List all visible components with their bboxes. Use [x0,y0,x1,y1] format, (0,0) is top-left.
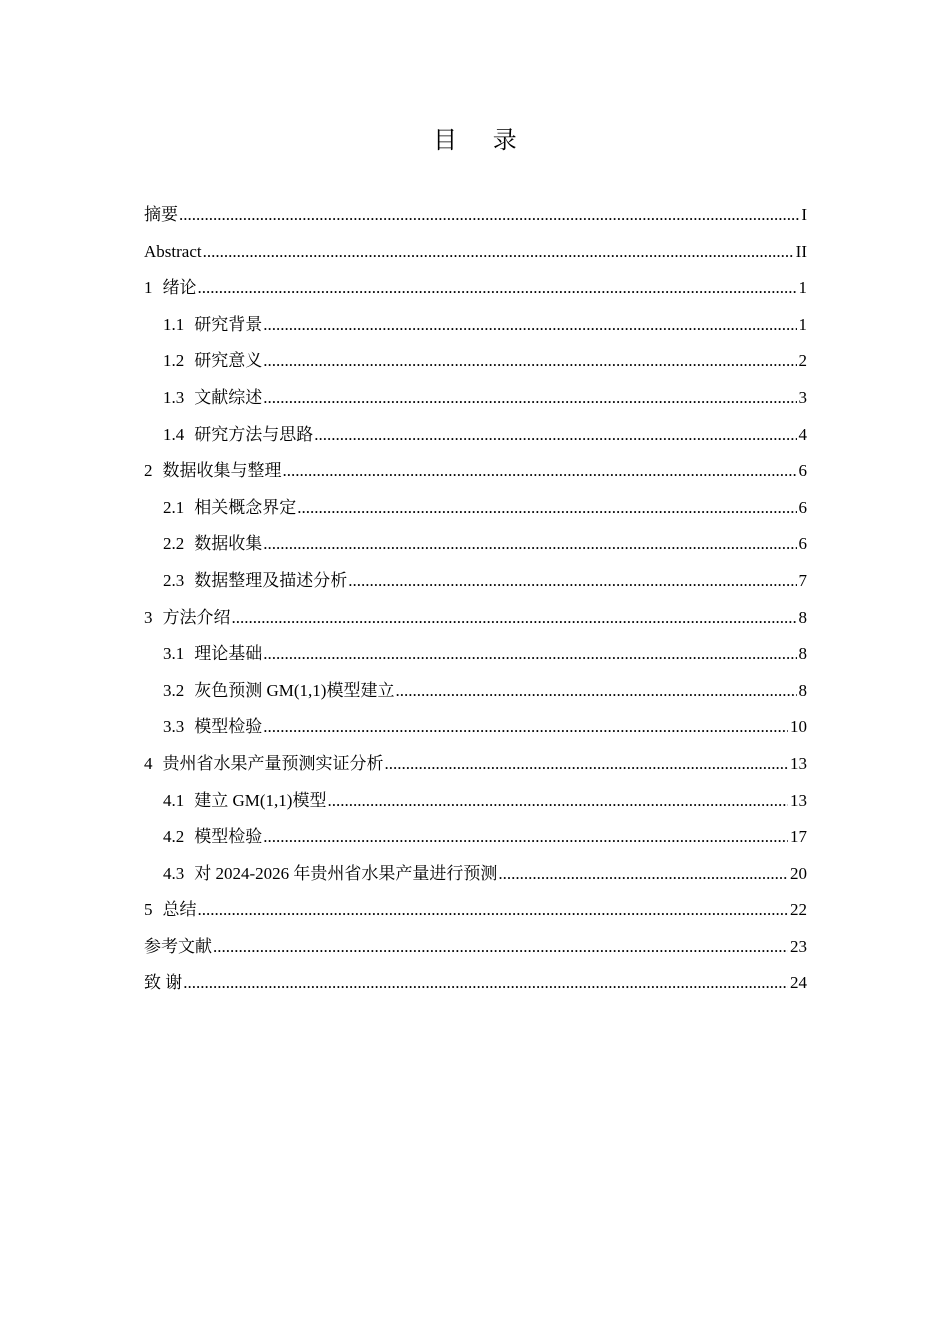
toc-entry-page-number: 1 [798,314,807,334]
toc-entry-number: 3.1 [163,644,185,664]
toc-entry-number: 1 [144,278,153,298]
toc-dot-leader [263,709,788,746]
toc-dot-leader [183,965,788,1002]
toc-entry-text: 方法介绍 [162,607,231,627]
toc-entry-text: 绪论 [162,278,197,298]
toc-entry-page-number: 6 [798,497,807,517]
toc-entry[interactable] [144,343,807,380]
toc-entry-text: 数据收集与整理 [162,461,282,481]
toc-entry-page-number: 3 [798,387,807,407]
toc-entry-page-number: 1 [798,278,807,298]
toc-entry-page-number: 17 [790,827,807,847]
toc-entry-number: 1.1 [163,314,185,334]
toc-entry-page-number: 2 [798,351,807,371]
toc-entry-page-number: 6 [798,461,807,481]
toc-entry-page-number: 4 [798,424,807,444]
toc-entry[interactable] [144,417,807,454]
toc-entry[interactable] [144,673,807,710]
toc-entry-text: 模型检验 [194,827,263,847]
toc-entry-page-number: 20 [790,863,807,883]
toc-entry-page-number: 13 [790,790,807,810]
toc-entry[interactable] [144,892,807,929]
toc-entry-number: 3.2 [163,680,185,700]
toc-entry-number: 1.2 [163,351,185,371]
toc-entry-number: 4 [144,753,153,773]
toc-entry-text: 参考文献 [144,936,212,956]
toc-entry-text: 致 谢 [144,973,183,993]
toc-entry-page-number: 23 [790,936,807,956]
toc-entry-number: 2.1 [163,497,185,517]
toc-entry[interactable] [144,197,807,234]
toc-dot-leader [348,563,796,600]
toc-entry-number: 2.2 [163,534,185,554]
toc-entry-text: 研究意义 [194,351,263,371]
toc-dot-leader [263,819,788,856]
toc-entry-text: 模型检验 [194,717,263,737]
toc-dot-leader [232,600,797,637]
toc-entry-number: 5 [144,900,153,920]
toc-entry-text: 数据整理及描述分析 [194,570,348,590]
toc-dot-leader [198,892,789,929]
toc-entry-page-number: 7 [798,570,807,590]
toc-entry[interactable] [144,234,807,271]
toc-entry-page-number: 6 [798,534,807,554]
toc-entry-text: 总结 [162,900,197,920]
toc-entry[interactable] [144,307,807,344]
toc-entry-page-number: 24 [790,973,807,993]
toc-entry[interactable] [144,746,807,783]
toc-entry[interactable] [144,380,807,417]
toc-entry-page-number: 8 [798,644,807,664]
toc-dot-leader [213,929,788,966]
toc-dot-leader [263,636,796,673]
toc-dot-leader [263,307,796,344]
toc-entry[interactable] [144,709,807,746]
toc-entry[interactable] [144,526,807,563]
toc-entry-number: 3 [144,607,153,627]
toc-entry[interactable] [144,600,807,637]
toc-entry-page-number: 8 [798,680,807,700]
toc-list [144,197,807,1002]
toc-title: 目 录 [433,126,531,154]
toc-entry-page-number: 8 [798,607,807,627]
toc-dot-leader [179,197,799,234]
toc-entry-page-number: 10 [790,717,807,737]
toc-dot-leader [385,746,789,783]
toc-entry-page-number: II [795,241,807,261]
toc-entry-text: 贵州省水果产量预测实证分析 [162,753,384,773]
toc-dot-leader [283,453,797,490]
toc-entry-text: 研究方法与思路 [194,424,314,444]
toc-entry-text: 灰色预测 GM(1,1)模型建立 [194,680,395,700]
toc-entry-number: 4.1 [163,790,185,810]
toc-entry-text: 对 2024-2026 年贵州省水果产量进行预测 [194,863,498,883]
toc-entry[interactable] [144,783,807,820]
toc-entry[interactable] [144,929,807,966]
toc-entry[interactable] [144,563,807,600]
toc-entry[interactable] [144,819,807,856]
toc-entry[interactable] [144,965,807,1002]
toc-entry-page-number: I [801,205,807,224]
toc-entry-number: 4.2 [163,827,185,847]
toc-entry-text: Abstract [144,241,202,261]
toc-dot-leader [263,343,796,380]
toc-dot-leader [498,856,788,893]
toc-dot-leader [297,490,796,527]
toc-entry-number: 3.3 [163,717,185,737]
toc-entry[interactable] [144,490,807,527]
toc-entry-text: 摘要 [144,205,178,224]
toc-entry[interactable] [144,636,807,673]
toc-dot-leader [327,783,788,820]
toc-entry-text: 相关概念界定 [194,497,297,517]
toc-dot-leader [263,380,796,417]
toc-dot-leader [314,417,796,454]
toc-entry-text: 研究背景 [194,314,263,334]
toc-entry-number: 4.3 [163,863,185,883]
toc-entry-text: 理论基础 [194,644,263,664]
toc-entry-text: 数据收集 [194,534,263,554]
toc-entry-number: 1.4 [163,424,185,444]
toc-dot-leader [263,526,796,563]
toc-entry[interactable] [144,453,807,490]
toc-entry-page-number: 22 [790,900,807,920]
toc-entry[interactable] [144,856,807,893]
toc-entry[interactable] [144,270,807,307]
toc-entry-text: 文献综述 [194,387,263,407]
toc-dot-leader [203,234,794,271]
toc-entry-number: 2.3 [163,570,185,590]
toc-entry-number: 1.3 [163,387,185,407]
toc-entry-number: 2 [144,461,153,481]
toc-entry-text: 建立 GM(1,1)模型 [194,790,327,810]
toc-entry-page-number: 13 [790,753,807,773]
toc-dot-leader [198,270,797,307]
toc-dot-leader [395,673,796,710]
